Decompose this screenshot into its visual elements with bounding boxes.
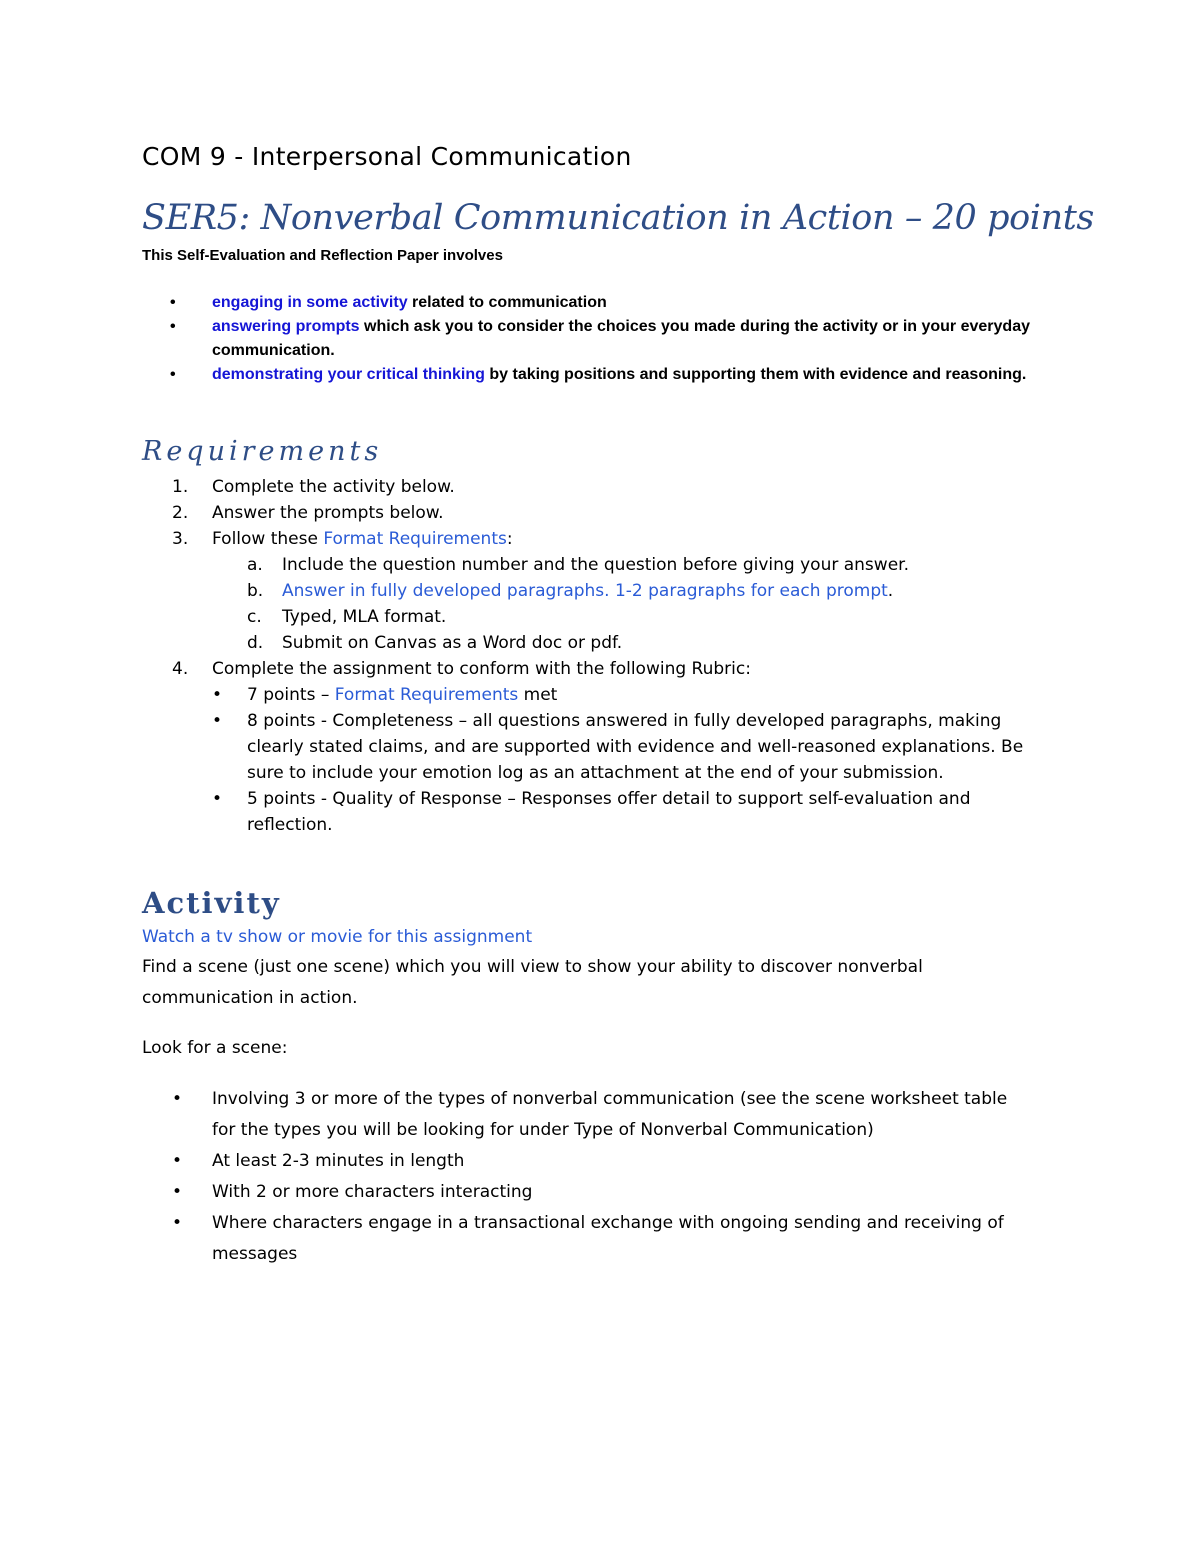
item-text: Typed, MLA format. [282,607,447,627]
list-item [172,526,1072,552]
item-text-pre: 7 points – [247,685,335,705]
format-item [172,604,1072,630]
item-text: related to communication [407,294,607,311]
item-line: Where characters engage in a transactional exchange with ongoing sending and receiving of [212,1213,1004,1233]
item-text-cont: communication. [212,342,335,359]
bullet-icon: • [170,294,176,311]
format-requirements-link[interactable]: Format Requirements [334,685,519,705]
item-line: At least 2-3 minutes in length [212,1151,465,1171]
bullet-icon: • [170,366,176,383]
item-text: Answer the prompts below. [212,503,444,523]
item-number: 4. [172,659,189,679]
highlight-text: Answer in fully developed paragraphs. 1-2 paragraphs for each prompt [282,581,888,601]
item-line: sure to include your emotion log as an attachment at the end of your submission. [247,763,944,783]
item-text [282,578,893,604]
item-text [247,786,1047,838]
item-text-pre: Follow these [212,529,324,549]
bullet-icon: • [170,318,176,335]
item-letter: c. [247,607,262,627]
item-text: Submit on Canvas as a Word doc or pdf. [282,633,623,653]
activity-paragraph-line: Find a scene (just one scene) which you will view to show your ability to discover nonverbal [142,957,923,977]
bullet-icon: • [172,1089,183,1109]
item-letter: a. [247,555,263,575]
item-line: With 2 or more characters interacting [212,1182,533,1202]
format-item [172,552,1072,578]
highlight-text: answering prompts [212,318,360,335]
assignment-title: SER5: Nonverbal Communication in Action – 20 points [142,198,1094,238]
item-text: Complete the assignment to conform with the following Rubric: [212,659,751,679]
course-title: COM 9 - Interpersonal Communication [142,142,632,171]
look-for-text: Look for a scene: [142,1038,288,1058]
list-item [172,1084,1052,1146]
item-line: 8 points - Completeness – all questions answered in fully developed paragraphs, making [247,711,1002,731]
bullet-icon: • [212,711,223,731]
format-item [172,578,1072,604]
item-line: for the types you will be looking for under Type of Nonverbal Communication) [212,1120,874,1140]
item-text: by taking positions and supporting them with evidence and reasoning. [484,366,1027,383]
item-line: messages [212,1244,298,1264]
item-number: 2. [172,503,189,523]
list-item [172,1208,1052,1270]
bullet-icon: • [212,685,223,705]
list-item [172,500,1072,526]
item-text-post: met [518,685,558,705]
item-text-post: . [887,581,894,601]
item-text [247,708,1047,786]
activity-paragraph-line: communication in action. [142,988,358,1008]
item-number: 1. [172,477,189,497]
item-line: clearly stated claims, and are supported with evidence and well-reasoned explanations. Be [247,737,1024,757]
format-item [172,630,1072,656]
item-letter: d. [247,633,264,653]
item-text [212,526,513,552]
activity-subheading: Watch a tv show or movie for this assignment [142,927,533,947]
list-item [172,1177,1052,1208]
intro-text: This Self-Evaluation and Reflection Paper involves [142,247,503,264]
item-number: 3. [172,529,189,549]
list-item [170,291,1070,315]
item-line: Involving 3 or more of the types of nonverbal communication (see the scene worksheet table [212,1089,1008,1109]
item-letter: b. [247,581,264,601]
bullet-icon: • [172,1151,183,1171]
scene-criteria-list [172,1084,1052,1270]
activity-heading: Activity [142,886,281,920]
list-item [170,315,1070,363]
requirements-list [172,474,1072,838]
requirements-heading: Requirements [142,436,383,467]
rubric-item [172,786,1072,838]
item-text: Include the question number and the question before giving your answer. [282,555,909,575]
bullet-icon: • [212,789,223,809]
rubric-item [172,682,1072,708]
rubric-item [172,708,1072,786]
list-item [172,1146,1052,1177]
bullet-icon: • [172,1213,183,1233]
list-item [172,656,1072,682]
format-requirements-link[interactable]: Format Requirements [323,529,507,549]
highlight-text: engaging in some activity [212,294,408,311]
bullet-icon: • [172,1182,183,1202]
item-text: Complete the activity below. [212,477,455,497]
involves-list [170,291,1070,387]
item-line: reflection. [247,815,333,835]
item-text-post: : [506,529,513,549]
highlight-text: demonstrating your critical thinking [212,366,485,383]
item-text: which ask you to consider the choices you made during the activity or in your everyday [359,318,1030,335]
item-line: 5 points - Quality of Response – Responses offer detail to support self-evaluation and [247,789,971,809]
list-item [170,363,1070,387]
item-text [247,682,1047,708]
list-item [172,474,1072,500]
